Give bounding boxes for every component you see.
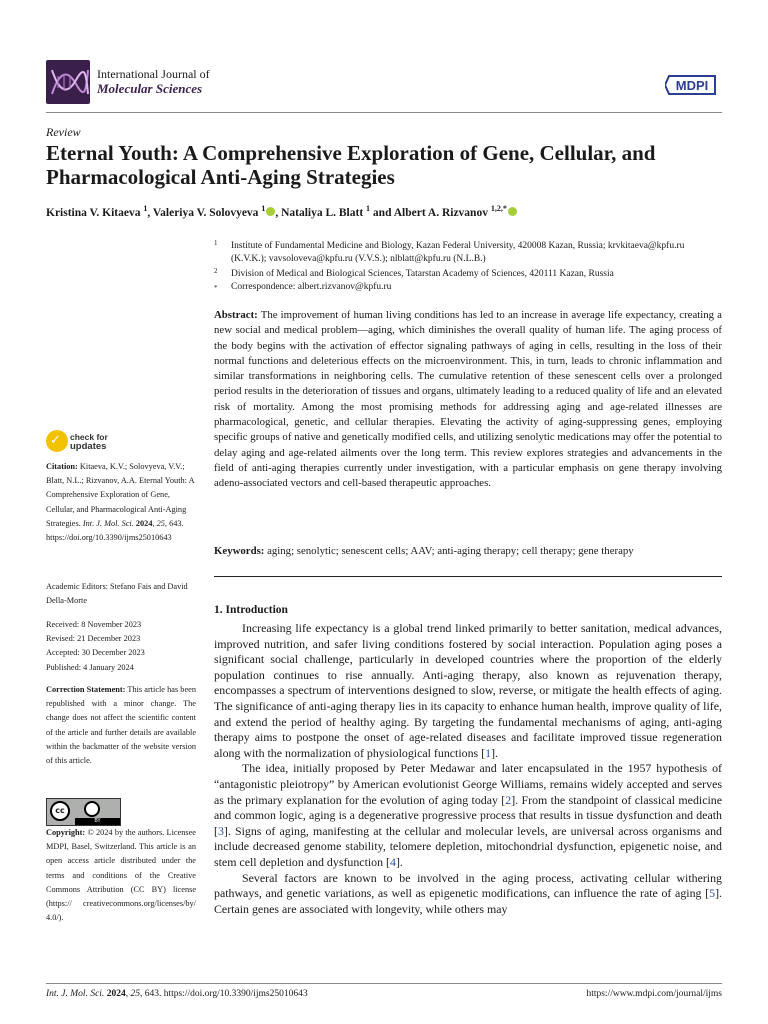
journal-logo: [46, 60, 90, 104]
footer-volume: 25: [130, 989, 140, 999]
author-affil-sup: 1: [143, 204, 148, 213]
author-name[interactable]: Valeriya V. Solovyeva: [152, 206, 259, 219]
paragraph-text: ]. Certain genes are associated with longevity, while others may: [214, 886, 722, 916]
keywords: [214, 544, 722, 559]
check-updates-icon: ✓: [46, 430, 68, 452]
cc-icon: cc: [50, 801, 70, 821]
citation-link[interactable]: 5: [709, 886, 716, 901]
affiliation-text: Correspondence: albert.rizvanov@kpfu.ru: [231, 282, 392, 292]
author-name[interactable]: Nataliya L. Blatt: [281, 206, 364, 219]
affiliation-number: 2: [214, 267, 218, 275]
citation-text: Kitaeva, K.V.; Solovyeva, V.V.; Blatt, N.L.; Rizvanov, A.A. Eternal Youth: A Comprehensive Exploration of Gene, Cellular, and Pharmacological Anti-Aging Strategies.: [46, 462, 195, 528]
affiliation-1: [214, 240, 714, 268]
footer-year: 2024: [106, 989, 126, 999]
affiliation-2: [214, 268, 714, 282]
author-name[interactable]: Albert A. Rizvanov: [393, 206, 488, 219]
check-updates-line2: updates: [70, 441, 107, 452]
correspondence: [214, 281, 714, 295]
author-affil-sup: 1: [261, 204, 266, 213]
citation-label: Citation:: [46, 462, 78, 471]
orcid-icon[interactable]: [266, 207, 275, 216]
article-title: Eternal Youth: A Comprehensive Exploration of Gene, Cellular, and Pharmacological Anti-Aging Strategies: [46, 141, 656, 189]
copyright-text: © 2024 by the authors. Licensee MDPI, Basel, Switzerland. This article is an open access article distributed under the terms and conditions of the Creative Commons Attribution (CC BY) license (https:// creativecommons.org/licenses/by/ 4.0/).: [46, 828, 196, 923]
abstract-divider: [214, 576, 722, 577]
date-published: Published: 4 January 2024: [46, 662, 134, 672]
journal-name-line2: Molecular Sciences: [97, 81, 203, 96]
date-accepted: Accepted: 30 December 2023: [46, 648, 145, 658]
author-name[interactable]: Kristina V. Kitaeva: [46, 206, 141, 219]
citation-link[interactable]: 3: [217, 823, 224, 838]
academic-editors: Academic Editors: Stefano Fais and David Della-Morte: [46, 582, 188, 606]
citation-link[interactable]: 1: [485, 745, 492, 760]
copyright-block: [46, 826, 196, 925]
footer-journal-url[interactable]: https://www.mdpi.com/journal/ijms: [586, 989, 722, 999]
footer-doi[interactable]: 643. https://doi.org/10.3390/ijms25010643: [144, 989, 308, 999]
citation-doi[interactable]: 643. https://doi.org/10.3390/ijms25010643: [46, 518, 184, 543]
paragraph: [214, 621, 722, 761]
by-person-icon: [84, 801, 100, 817]
cc-by-label: BY: [75, 818, 120, 825]
keywords-text: aging; senolytic; senescent cells; AAV; anti-aging therapy; cell therapy; gene therapy: [267, 545, 634, 557]
citation-block: Citation: Kitaeva, K.V.; Solovyeva, V.V.; Blatt, N.L.; Rizvanov, A.A. Eternal Youth: A Comprehensive Exploration of Gene, Cellular, and Pharmacological Anti-Aging Strategies. Int. J. Mol. Sci. 2024, 25, 643. https://doi.org/10.3390/ijms25010643: [46, 462, 195, 543]
author-affil-sup: 1,2,*: [490, 204, 507, 213]
citation-year: 2024: [135, 518, 153, 528]
footer-journal: Int. J. Mol. Sci.: [46, 989, 105, 999]
paragraph: [214, 761, 722, 870]
paragraph-text: Increasing life expectancy is a global trend linked primarily to better sanitation, medical advances, improved nutrition, and safer living conditions fostered by social interaction. Population aging poses a significant social challenge, particularly in developed countries where the proportion of the elderly population continues to rise annually. Anti-aging therapy, also known as rejuvenation therapy, encompasses a spectrum of interventions designed to slow, reverse, or mitigate the health effects of aging. The significance of anti-aging therapy lies in its capacity to enhance human health, improve quality of life, and extend the period of healthy aging. By targeting the fundamental mechanisms of aging, anti-aging therapy aims to postpone the onset of age-related diseases and facilitate improved tissue regeneration along with the normalization of physiological functions [: [214, 621, 722, 760]
copyright-label: Copyright:: [46, 828, 86, 837]
mdpi-logo[interactable]: [665, 72, 719, 98]
section-body: [214, 621, 722, 917]
citation-volume: 25: [156, 518, 165, 528]
check-updates-line1: check for: [70, 432, 108, 442]
footer-divider: [46, 983, 722, 984]
mdpi-logo-text: MDPI: [675, 78, 709, 93]
abstract-text: The improvement of human living conditions has led to an increase in average life expectancy, creating a new social and medical problem—aging, which diminishes the overall quality of human life. The aging process of the body begins with the activation of effector signaling pathways of aging in cells, resulting in the loss of their normal functions and deleterious effects on the microenvironment. This, in turn, leads to chronic inflammation and similar transformations in neighboring cells. The cumulative retention of these senescent cells over a prolonged period results in the deterioration of tissues and organs, ultimately leading to a reduced quality of life and an elevated risk of mortality. Among the most promising methods for addressing aging and age-related illnesses are pharmacological, genetic, and cellular therapies. Elevating the activity of aging-suppressing genes, employing specific groups of native and genetically modified cells, and utilizing senolytic medications may offer the potential to delay aging and age-related ailments over the long term. This review explores strategies and advancements in the field of anti-aging therapies currently under investigation, with a particular emphasis on gene therapy involving adeno-associated vectors and cell-based therapeutic approaches.: [214, 309, 722, 490]
author-conjunction: and: [372, 206, 392, 219]
article-type: Review: [46, 125, 81, 139]
header-divider: [46, 112, 722, 113]
author-list: Kristina V. Kitaeva $^1$, Valeriya V. Solovyeva $^1$ , Nataliya L. Blatt $^1$ and Albert A. Rizvanov $^{1,2,*}$: [46, 204, 726, 219]
footer-citation: Int. J. Mol. Sci. 2024, 25, 643. https://doi.org/10.3390/ijms25010643: [46, 989, 308, 999]
date-revised: Revised: 21 December 2023: [46, 634, 141, 644]
date-received: Received: 8 November 2023: [46, 620, 142, 629]
paragraph-text: The idea, initially proposed by Peter Medawar and later encapsulated in the 1957 hypothesis of “antagonistic pleiotropy” by American evolutionist George Williams, remains widely accepted and serves as the primary explanation for the evolution of aging today [: [214, 761, 722, 807]
author-affil-sup: 1: [366, 204, 371, 213]
affiliation-text: Division of Medical and Biological Sciences, Tatarstan Academy of Sciences, 420111 Kazan, Russia: [231, 269, 614, 279]
paragraph-text: Several factors are known to be involved in the aging process, activating cellular withering pathways, and genetic variations, as well as epigenetic modifications, can influence the rate of aging [: [214, 870, 722, 901]
citation-journal: Int. J. Mol. Sci.: [82, 518, 134, 528]
paragraph-text: ].: [395, 854, 403, 869]
citation-link[interactable]: 4: [390, 854, 396, 869]
paragraph: [214, 871, 722, 918]
citation-link[interactable]: 2: [505, 792, 512, 807]
paragraph-text: ]. From the standpoint of classical medicine and common logic, aging is a degenerative progressive process that results in tissue dysfunction and death [: [214, 792, 722, 838]
correction-text: This article has been republished with a minor change. The change does not affect the scientific content of the article and further details are available within the backmatter of the website version of this article.: [46, 685, 196, 766]
affiliation-number: *: [214, 284, 218, 292]
orcid-icon[interactable]: [508, 207, 517, 216]
section-heading: 1. Introduction: [214, 604, 288, 616]
abstract: [214, 308, 722, 492]
correction-label: Correction Statement:: [46, 685, 126, 694]
paragraph-text: ].: [491, 745, 499, 760]
abstract-label: Abstract:: [214, 309, 258, 321]
cc-by-license-icon[interactable]: [46, 798, 121, 826]
affiliation-text: Institute of Fundamental Medicine and Biology, Kazan Federal University, 420008 Kazan, Russia; krvkitaeva@kpfu.ru (K.V.K.); vavsoloveva@kpfu.ru (V.V.S.); nlblatt@kpfu.ru (N.L.B.): [231, 241, 685, 264]
keywords-label: Keywords:: [214, 545, 265, 557]
affiliation-number: 1: [214, 239, 218, 247]
check-for-updates-badge[interactable]: [46, 430, 126, 456]
paragraph-text: ]. Signs of aging, manifesting at the cellular and molecular levels, are universal across organisms and include decreased genome stability, telomere depletion, mitochondrial dysfunction, epigenetic noise, and stem cell depletion and dysfunction [: [214, 823, 722, 869]
journal-name-line1: International Journal of: [97, 67, 210, 81]
correction-statement: [46, 683, 196, 768]
dates-block: [46, 618, 196, 675]
